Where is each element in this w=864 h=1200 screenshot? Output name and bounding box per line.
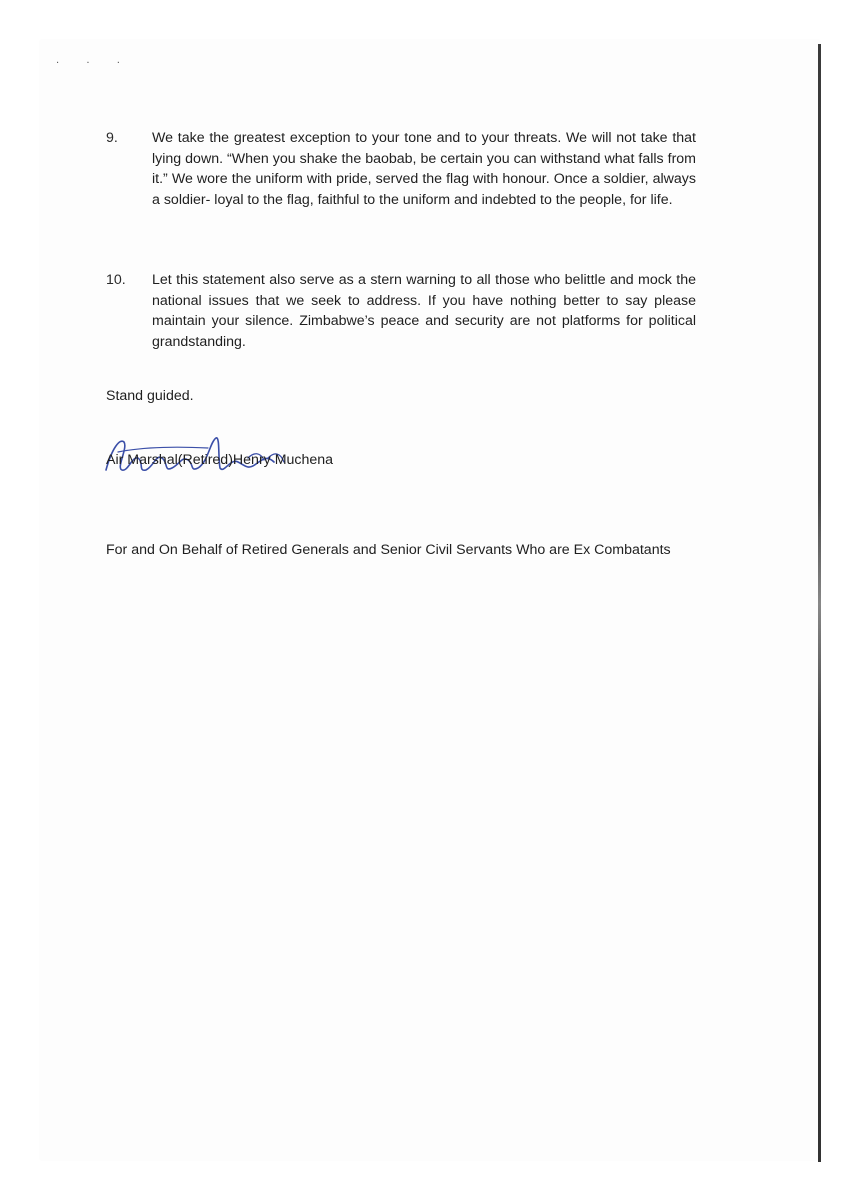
on-behalf-line: For and On Behalf of Retired Generals and Senior Civil Servants Who are Ex Combatants xyxy=(106,542,671,558)
paragraph-9 xyxy=(106,128,706,238)
paragraph-number: 9. xyxy=(106,130,118,146)
paragraph-10 xyxy=(106,270,706,360)
paragraph-text: We take the greatest exception to your tone and to your threats. We will not take that lying down. “When you shake the baobab, be certain you can withstand what falls from it.” We wore the uniform with pride, served the flag with honour. Once a soldier, always a soldier- loyal to the flag, faithful to the uniform and indebted to the people, for life. xyxy=(152,130,696,208)
scan-specks: · · · xyxy=(56,58,132,69)
paragraph-text: Let this statement also serve as a stern warning to all those who belittle and mock the national issues that we seek to address. If you have nothing better to say please maintain your silence. Zimbabwe’s peace and security are not platforms for political grandstanding. xyxy=(152,272,696,350)
page-edge-shadow xyxy=(818,44,821,1164)
closing-line: Stand guided. xyxy=(106,388,194,404)
paragraph-number: 10. xyxy=(106,272,126,288)
signer-name: Air Marshal(Retired)Henry Muchena xyxy=(106,452,334,468)
bottom-margin xyxy=(0,1162,864,1200)
